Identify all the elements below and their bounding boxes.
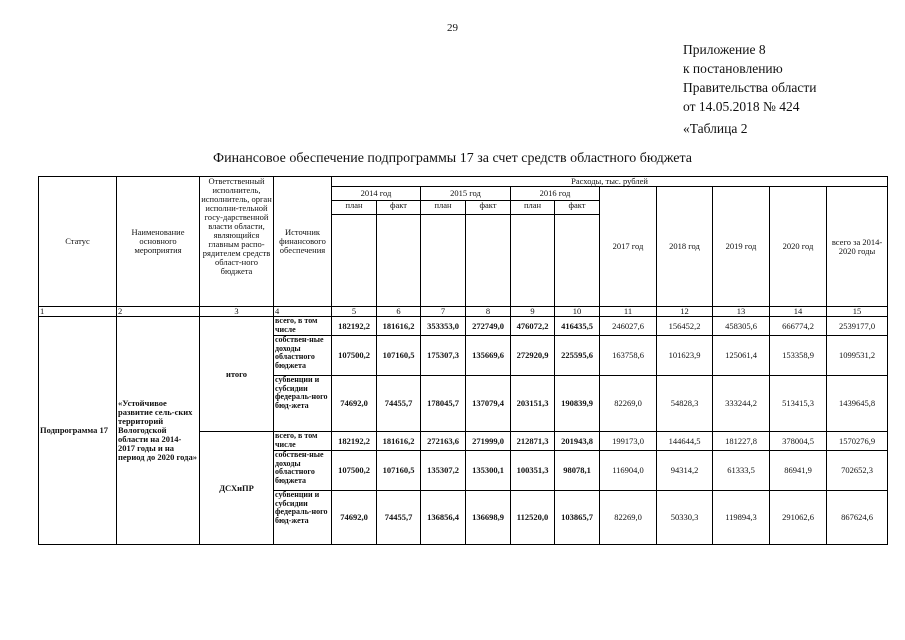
value-cell: 107160,5 [377,336,421,376]
appendix-line-3: Правительства области [683,80,817,95]
header-fact-2016: факт [555,201,600,215]
measure-name-cell: «Устойчивое развитие сель-ских территорий Вологодской области на 2014-2017 годы и на период до 2020 года» [117,317,200,545]
value-cell: 212871,3 [511,432,555,451]
header-total: всего за 2014-2020 годы [827,187,888,307]
header-plan-2014: план [332,201,377,215]
value-cell: 225595,6 [555,336,600,376]
source-cell: субвенции и субсидии федераль-ного бюд-жета [274,376,332,432]
column-number-cell: 10 [555,307,600,317]
value-cell: 119894,3 [713,491,770,545]
value-cell: 1570276,9 [827,432,888,451]
value-cell: 103865,7 [555,491,600,545]
table-row [39,317,888,336]
value-cell: 702652,3 [827,451,888,491]
responsible-cell: ДСХиПР [200,432,274,545]
value-cell: 181616,2 [377,317,421,336]
column-number-cell: 13 [713,307,770,317]
value-cell: 246027,6 [600,317,657,336]
source-cell: собствен-ные доходы областного бюджета [274,451,332,491]
header-year-2017: 2017 год [600,187,657,307]
finance-table [38,176,888,545]
value-cell: 137079,4 [466,376,511,432]
value-cell: 181227,8 [713,432,770,451]
value-cell: 98078,1 [555,451,600,491]
source-cell: всего, в том числе [274,317,332,336]
value-cell: 50330,3 [657,491,713,545]
value-cell: 458305,6 [713,317,770,336]
value-cell: 271999,0 [466,432,511,451]
value-cell: 2539177,0 [827,317,888,336]
column-number-cell: 11 [600,307,657,317]
column-number-cell: 8 [466,307,511,317]
column-number-cell: 5 [332,307,377,317]
header-year-2019: 2019 год [713,187,770,307]
value-cell: 272163,6 [421,432,466,451]
value-cell: 476072,2 [511,317,555,336]
appendix-line-2: к постановлению [683,61,783,76]
value-cell: 61333,5 [713,451,770,491]
value-cell: 82269,0 [600,376,657,432]
value-cell: 144644,5 [657,432,713,451]
source-cell: всего, в том числе [274,432,332,451]
value-cell: 116904,0 [600,451,657,491]
header-fact-2014: факт [377,201,421,215]
value-cell: 513415,3 [770,376,827,432]
value-cell: 416435,5 [555,317,600,336]
table-label: «Таблица 2 [683,121,748,136]
value-cell: 101623,9 [657,336,713,376]
value-cell: 125061,4 [713,336,770,376]
value-cell: 178045,7 [421,376,466,432]
page-number: 29 [447,22,458,34]
value-cell: 378004,5 [770,432,827,451]
value-cell: 333244,2 [713,376,770,432]
value-cell: 353353,0 [421,317,466,336]
value-cell: 54828,3 [657,376,713,432]
value-cell: 107500,2 [332,451,377,491]
header-expenses: Расходы, тыс. рублей [332,177,888,187]
value-cell: 100351,3 [511,451,555,491]
header-year-2015: 2015 год [421,187,511,201]
value-cell: 135307,2 [421,451,466,491]
column-number-cell: 2 [117,307,200,317]
value-cell: 94314,2 [657,451,713,491]
column-number-cell: 12 [657,307,713,317]
value-cell: 1439645,8 [827,376,888,432]
column-number-cell: 1 [39,307,117,317]
value-cell: 112520,0 [511,491,555,545]
value-cell: 182192,2 [332,317,377,336]
value-cell: 291062,6 [770,491,827,545]
value-cell: 156452,2 [657,317,713,336]
value-cell: 136698,9 [466,491,511,545]
header-measure-name: Наименование основного мероприятия [117,177,200,307]
appendix-line-4: от 14.05.2018 № 424 [683,99,800,114]
value-cell: 82269,0 [600,491,657,545]
column-number-cell: 14 [770,307,827,317]
column-number-cell: 4 [274,307,332,317]
value-cell: 199173,0 [600,432,657,451]
value-cell: 74692,0 [332,376,377,432]
source-cell: собствен-ные доходы областного бюджета [274,336,332,376]
header-year-2020: 2020 год [770,187,827,307]
header-responsible: Ответственный исполнитель, исполнитель, орган исполни-тельной госу-дарственной власти области, являющийся главным распо-рядителем средств област-ного бюджета [200,177,274,307]
header-plan-2015: план [421,201,466,215]
value-cell: 867624,6 [827,491,888,545]
header-year-2018: 2018 год [657,187,713,307]
value-cell: 182192,2 [332,432,377,451]
column-number-cell: 15 [827,307,888,317]
value-cell: 74692,0 [332,491,377,545]
responsible-cell: итого [200,317,274,432]
value-cell: 666774,2 [770,317,827,336]
appendix-block [683,40,816,116]
header-source: Источник финансового обеспечения [274,177,332,307]
value-cell: 107160,5 [377,451,421,491]
value-cell: 86941,9 [770,451,827,491]
value-cell: 272749,0 [466,317,511,336]
value-cell: 74455,7 [377,491,421,545]
column-number-cell: 6 [377,307,421,317]
document-title: Финансовое обеспечение подпрограммы 17 за счет средств областного бюджета [213,151,692,166]
value-cell: 163758,6 [600,336,657,376]
header-status: Статус [39,177,117,307]
value-cell: 1099531,2 [827,336,888,376]
value-cell: 175307,3 [421,336,466,376]
header-year-2016: 2016 год [511,187,600,201]
header-year-2014: 2014 год [332,187,421,201]
value-cell: 201943,8 [555,432,600,451]
value-cell: 181616,2 [377,432,421,451]
column-number-cell: 3 [200,307,274,317]
column-number-cell: 9 [511,307,555,317]
value-cell: 153358,9 [770,336,827,376]
header-fact-2015: факт [466,201,511,215]
column-number-cell: 7 [421,307,466,317]
value-cell: 74455,7 [377,376,421,432]
value-cell: 136856,4 [421,491,466,545]
source-cell: субвенции и субсидии федераль-ного бюд-жета [274,491,332,545]
header-plan-2016: план [511,201,555,215]
value-cell: 135669,6 [466,336,511,376]
value-cell: 190839,9 [555,376,600,432]
value-cell: 272920,9 [511,336,555,376]
value-cell: 203151,3 [511,376,555,432]
value-cell: 107500,2 [332,336,377,376]
appendix-line-1: Приложение 8 [683,42,766,57]
value-cell: 135300,1 [466,451,511,491]
status-cell: Подпрограмма 17 [39,317,117,545]
